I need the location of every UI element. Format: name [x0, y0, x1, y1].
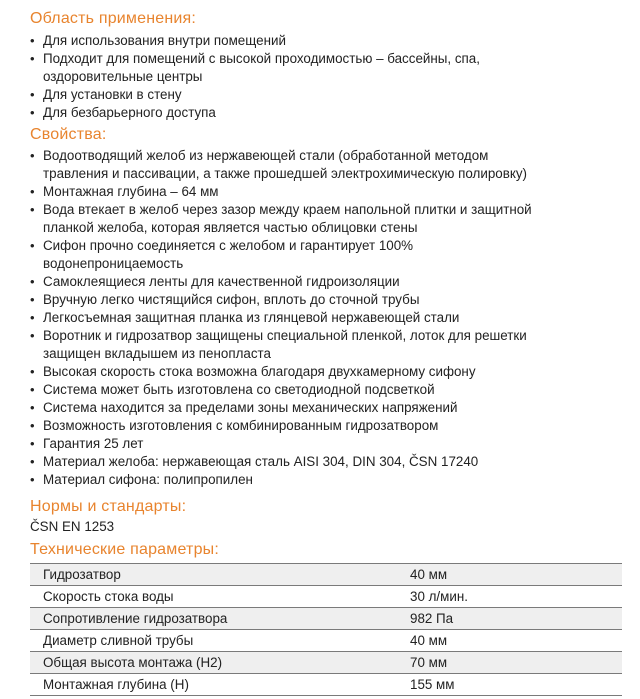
list-item	[30, 237, 630, 273]
bullet-icon: •	[30, 202, 35, 217]
param-name: Диаметр сливной трубы	[30, 630, 410, 652]
table-row	[30, 608, 622, 630]
bullet-icon: •	[30, 400, 35, 415]
technical-heading: Технические параметры:	[30, 541, 220, 558]
table-row	[30, 586, 622, 608]
list-item	[30, 86, 630, 104]
list-item	[30, 399, 630, 417]
list-item-line: Вручную легко чистящийся сифон, вплоть до сточной трубы	[43, 292, 420, 307]
param-value: 30 л/мин.	[410, 586, 622, 608]
param-name: Монтажная глубина (H)	[30, 674, 410, 696]
list-item-line: Подходит для помещений с высокой проходимостью – бассейны, спа,	[43, 51, 480, 66]
list-item-line: Для безбарьерного доступа	[43, 105, 216, 120]
list-item-line: Система находится за пределами зоны механических напряжений	[43, 400, 458, 415]
list-item-line: Система может быть изготовлена со светодиодной подсветкой	[43, 382, 435, 397]
list-item-line: Самоклеящиеся ленты для качественной гидроизоляции	[43, 274, 400, 289]
list-item-line: Водоотводящий желоб из нержавеющей стали (обработанной методом	[43, 148, 489, 163]
list-item	[30, 417, 630, 435]
bullet-icon: •	[30, 418, 35, 433]
list-item-line: Для использования внутри помещений	[43, 33, 286, 48]
list-item	[30, 435, 630, 453]
bullet-icon: •	[30, 328, 35, 343]
table-row	[30, 564, 622, 586]
param-value: 40 мм	[410, 630, 622, 652]
list-item	[30, 183, 630, 201]
bullet-icon: •	[30, 292, 35, 307]
bullet-icon: •	[30, 33, 35, 48]
list-item	[30, 309, 630, 327]
list-item-line: Вода втекает в желоб через зазор между краем напольной плитки и защитной	[43, 202, 532, 217]
list-item	[30, 381, 630, 399]
list-item	[30, 363, 630, 381]
bullet-icon: •	[30, 274, 35, 289]
bullet-icon: •	[30, 87, 35, 102]
list-item	[30, 453, 630, 471]
list-item	[30, 291, 630, 309]
list-item-line: Возможность изготовления с комбинированным гидрозатвором	[43, 418, 439, 433]
norms-heading: Нормы и стандарты:	[30, 498, 187, 515]
list-item-line: Высокая скорость стока возможна благодаря двухкамерному сифону	[43, 364, 476, 379]
list-item	[30, 147, 630, 183]
param-value: 155 мм	[410, 674, 622, 696]
list-item	[30, 273, 630, 291]
list-item-line: травления и пассивации, а также прошедшей электрохимическую полировку)	[43, 166, 528, 181]
properties-heading: Свойства:	[30, 126, 107, 143]
list-item-line: Сифон прочно соединяется с желобом и гарантирует 100%	[43, 238, 414, 253]
bullet-icon: •	[30, 472, 35, 487]
bullet-icon: •	[30, 382, 35, 397]
table-row	[30, 652, 622, 674]
list-item-line: Легкосъемная защитная планка из глянцевой нержавеющей стали	[43, 310, 460, 325]
table-row	[30, 674, 622, 696]
table-row	[30, 630, 622, 652]
param-name: Общая высота монтажа (H2)	[30, 652, 410, 674]
list-item-line: Монтажная глубина – 64 мм	[43, 184, 219, 199]
bullet-icon: •	[30, 436, 35, 451]
bullet-icon: •	[30, 454, 35, 469]
list-item	[30, 50, 630, 86]
bullet-icon: •	[30, 184, 35, 199]
param-value: 40 мм	[410, 564, 622, 586]
bullet-icon: •	[30, 105, 35, 120]
application-heading: Область применения:	[30, 10, 197, 27]
properties-list	[30, 147, 630, 489]
list-item	[30, 327, 630, 363]
application-list	[30, 32, 630, 122]
list-item	[30, 104, 630, 122]
list-item-line: Для установки в стену	[43, 87, 182, 102]
list-item-line: Гарантия 25 лет	[43, 436, 144, 451]
param-value: 982 Па	[410, 608, 622, 630]
bullet-icon: •	[30, 310, 35, 325]
param-value: 70 мм	[410, 652, 622, 674]
list-item-line: Материал желоба: нержавеющая сталь AISI 304, DIN 304, ČSN 17240	[43, 454, 479, 469]
list-item	[30, 32, 630, 50]
list-item-line: оздоровительные центры	[43, 69, 203, 84]
norms-text: ČSN EN 1253	[30, 519, 115, 534]
param-name: Сопротивление гидрозатвора	[30, 608, 410, 630]
list-item	[30, 471, 630, 489]
param-name: Гидрозатвор	[30, 564, 410, 586]
list-item-line: Воротник и гидрозатвор защищены специальной пленкой, лоток для решетки	[43, 328, 527, 343]
list-item-line: Материал сифона: полипропилен	[43, 472, 253, 487]
list-item-line: планкой желоба, которая является частью облицовки стены	[43, 220, 418, 235]
bullet-icon: •	[30, 51, 35, 66]
param-name: Скорость стока воды	[30, 586, 410, 608]
list-item	[30, 201, 630, 237]
bullet-icon: •	[30, 148, 35, 163]
bullet-icon: •	[30, 364, 35, 379]
technical-table	[30, 563, 622, 696]
bullet-icon: •	[30, 238, 35, 253]
list-item-line: защищен вкладышем из пенопласта	[43, 346, 271, 361]
list-item-line: водонепроницаемость	[43, 256, 184, 271]
